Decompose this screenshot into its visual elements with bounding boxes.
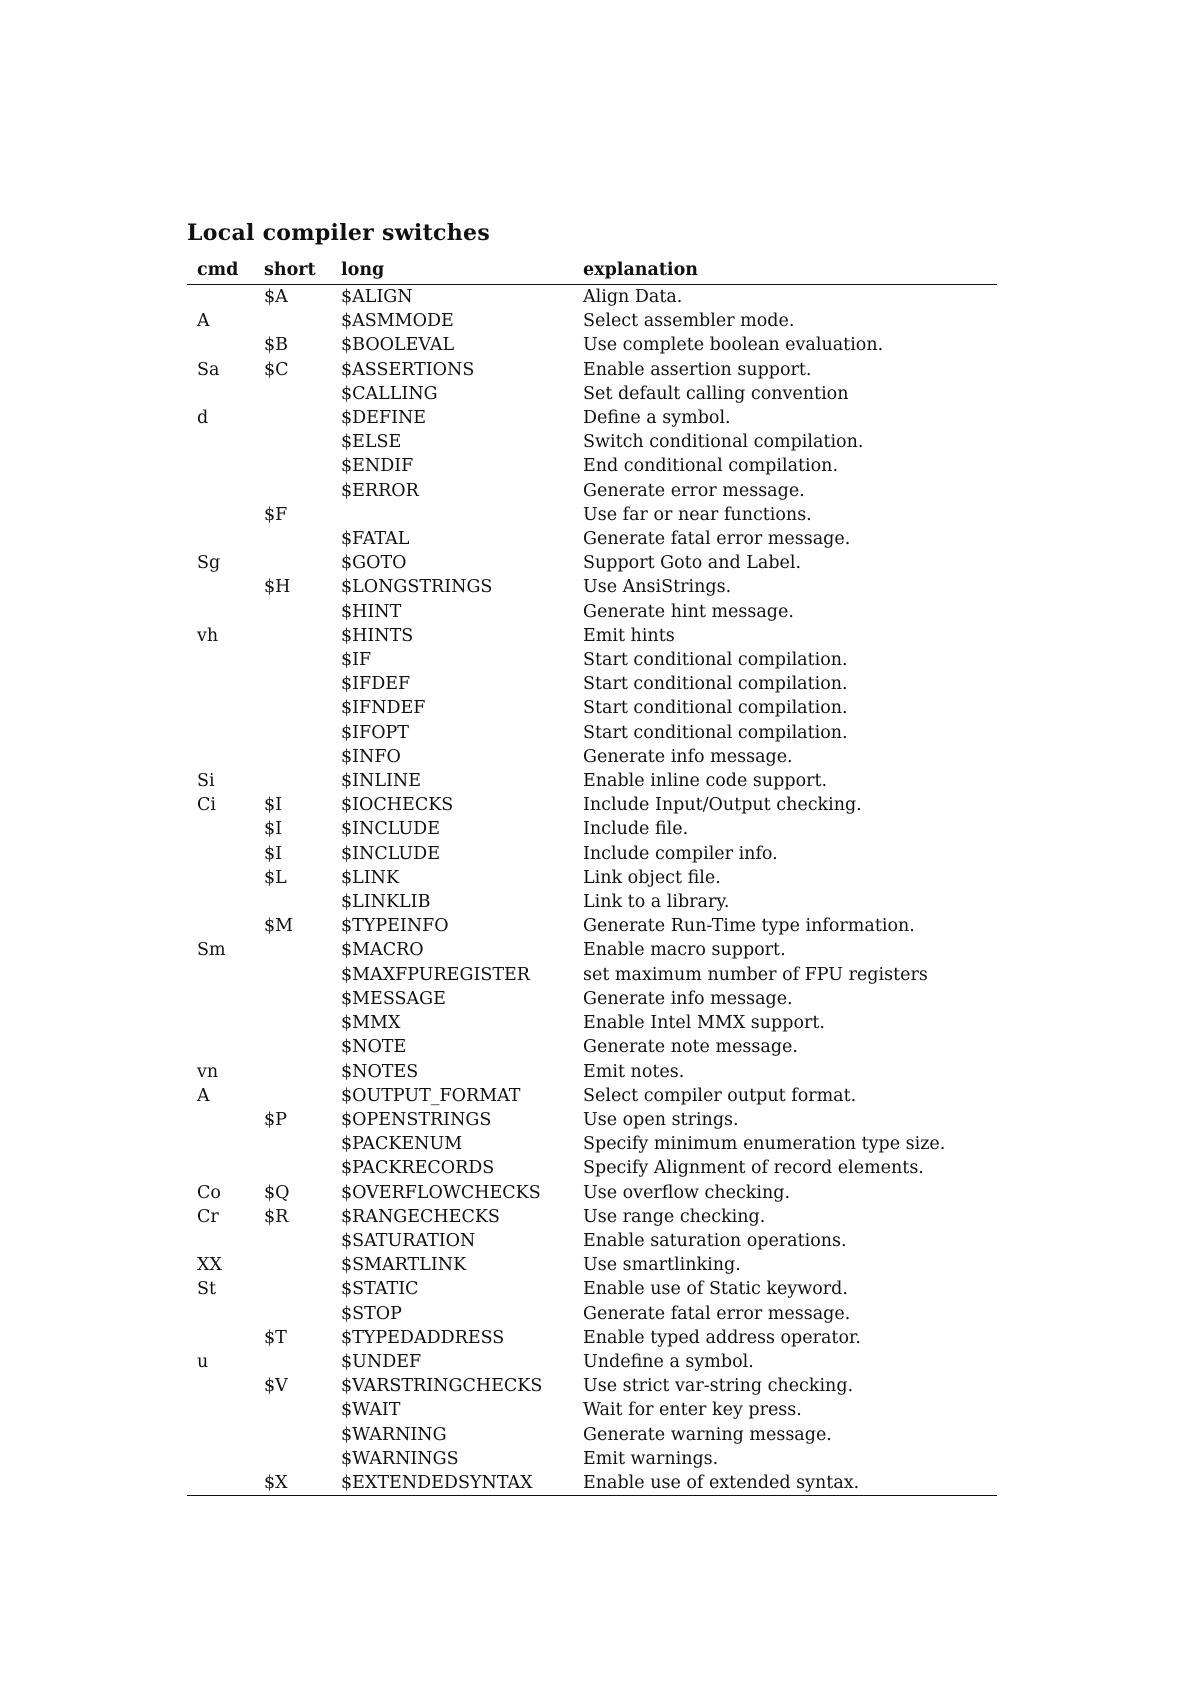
table-row bbox=[187, 914, 997, 938]
table-row bbox=[187, 309, 997, 333]
table-row bbox=[187, 1277, 997, 1301]
cell-long: $ELSE bbox=[341, 432, 402, 453]
cell-long: $VARSTRINGCHECKS bbox=[341, 1376, 543, 1397]
cell-short bbox=[254, 1156, 331, 1180]
table-row bbox=[187, 1035, 997, 1059]
cell-short bbox=[254, 1035, 331, 1059]
header-long: long bbox=[331, 256, 573, 285]
cell-short bbox=[254, 987, 331, 1011]
cell-short bbox=[254, 769, 331, 793]
cell-short bbox=[254, 1447, 331, 1471]
table-row bbox=[187, 333, 997, 357]
cell-long: $RANGECHECKS bbox=[341, 1206, 500, 1227]
table-row bbox=[187, 1302, 997, 1326]
cell-explanation: Enable typed address operator. bbox=[583, 1327, 861, 1348]
table-row bbox=[187, 1447, 997, 1471]
table-row bbox=[187, 1326, 997, 1350]
cell-long: $OUTPUT_FORMAT bbox=[341, 1085, 521, 1106]
cell-short: $P bbox=[264, 1109, 287, 1130]
cell-short bbox=[254, 1011, 331, 1035]
cell-explanation: Generate Run-Time type information. bbox=[583, 916, 915, 937]
cell-explanation: Emit warnings. bbox=[583, 1448, 719, 1469]
cell-cmd bbox=[187, 454, 254, 478]
cell-short bbox=[254, 963, 331, 987]
cell-short bbox=[254, 648, 331, 672]
cell-explanation: Use overflow checking. bbox=[583, 1182, 791, 1203]
table-row bbox=[187, 600, 997, 624]
cell-long: $ASSERTIONS bbox=[341, 359, 475, 380]
cell-explanation: Use smartlinking. bbox=[583, 1255, 741, 1276]
cell-short bbox=[254, 309, 331, 333]
table-row bbox=[187, 963, 997, 987]
cell-explanation: Generate fatal error message. bbox=[583, 1303, 851, 1324]
cell-long: $STOP bbox=[341, 1303, 402, 1324]
cell-cmd: Ci bbox=[197, 795, 216, 816]
cell-short bbox=[254, 1084, 331, 1108]
compiler-switches-table bbox=[187, 256, 997, 1496]
header-cmd: cmd bbox=[187, 256, 254, 285]
cell-long: $FATAL bbox=[341, 529, 410, 550]
cell-cmd bbox=[187, 1229, 254, 1253]
table-header-row bbox=[187, 256, 997, 285]
cell-cmd bbox=[187, 696, 254, 720]
cell-long: $LINK bbox=[341, 867, 400, 888]
cell-explanation: End conditional compilation. bbox=[583, 456, 839, 477]
cell-short: $I bbox=[264, 795, 283, 816]
cell-cmd bbox=[187, 333, 254, 357]
cell-explanation: Enable macro support. bbox=[583, 940, 786, 961]
cell-cmd bbox=[187, 1471, 254, 1496]
cell-short: $I bbox=[264, 843, 283, 864]
cell-cmd bbox=[187, 503, 254, 527]
header-explanation: explanation bbox=[573, 256, 997, 285]
header-short: short bbox=[254, 256, 331, 285]
cell-explanation: Enable inline code support. bbox=[583, 771, 828, 792]
cell-long: $SMARTLINK bbox=[341, 1255, 467, 1276]
table-row bbox=[187, 721, 997, 745]
cell-long: $ENDIF bbox=[341, 456, 414, 477]
table-row bbox=[187, 479, 997, 503]
cell-explanation: Enable saturation operations. bbox=[583, 1230, 847, 1251]
cell-short bbox=[254, 624, 331, 648]
cell-cmd bbox=[187, 817, 254, 841]
cell-explanation: Use complete boolean evaluation. bbox=[583, 335, 884, 356]
cell-explanation: Generate hint message. bbox=[583, 601, 794, 622]
cell-cmd bbox=[187, 527, 254, 551]
cell-explanation: Generate note message. bbox=[583, 1037, 798, 1058]
table-row bbox=[187, 285, 997, 310]
cell-explanation: Emit notes. bbox=[583, 1061, 685, 1082]
cell-explanation: Enable use of Static keyword. bbox=[583, 1279, 848, 1300]
cell-cmd bbox=[187, 914, 254, 938]
cell-cmd bbox=[187, 382, 254, 406]
cell-long: $EXTENDEDSYNTAX bbox=[331, 1471, 573, 1496]
cell-explanation: Generate info message. bbox=[583, 746, 793, 767]
cell-cmd bbox=[187, 987, 254, 1011]
table-row bbox=[187, 1060, 997, 1084]
cell-cmd bbox=[187, 1398, 254, 1422]
table-row bbox=[187, 527, 997, 551]
cell-cmd: A bbox=[197, 1085, 210, 1106]
table-row bbox=[187, 938, 997, 962]
cell-long: $GOTO bbox=[341, 553, 407, 574]
table-row bbox=[187, 817, 997, 841]
cell-explanation: Link object file. bbox=[583, 867, 721, 888]
table-row bbox=[187, 382, 997, 406]
cell-cmd bbox=[187, 430, 254, 454]
cell-short: $A bbox=[264, 287, 288, 307]
cell-long: $NOTE bbox=[341, 1037, 407, 1058]
cell-short bbox=[254, 479, 331, 503]
cell-short: $I bbox=[264, 819, 283, 840]
cell-short bbox=[254, 551, 331, 575]
cell-long: $ERROR bbox=[341, 480, 419, 501]
cell-cmd: Sa bbox=[197, 359, 220, 380]
cell-explanation: Enable assertion support. bbox=[583, 359, 812, 380]
cell-long: $STATIC bbox=[341, 1279, 419, 1300]
cell-explanation: Start conditional compilation. bbox=[583, 722, 848, 743]
cell-short bbox=[254, 430, 331, 454]
cell-explanation: Generate fatal error message. bbox=[583, 529, 851, 550]
table-row bbox=[187, 1374, 997, 1398]
cell-cmd bbox=[187, 1035, 254, 1059]
cell-long: $MMX bbox=[341, 1013, 401, 1034]
cell-cmd bbox=[187, 1011, 254, 1035]
cell-explanation: Select assembler mode. bbox=[583, 311, 795, 332]
cell-long: $HINTS bbox=[341, 625, 414, 646]
table-row bbox=[187, 1253, 997, 1277]
cell-explanation: Specify Alignment of record elements. bbox=[583, 1158, 924, 1179]
cell-explanation: Switch conditional compilation. bbox=[583, 432, 864, 453]
cell-cmd bbox=[187, 285, 254, 310]
table-row bbox=[187, 696, 997, 720]
cell-long: $NOTES bbox=[341, 1061, 419, 1082]
cell-short bbox=[254, 672, 331, 696]
cell-cmd: vn bbox=[197, 1061, 219, 1082]
cell-short bbox=[254, 1253, 331, 1277]
cell-short bbox=[254, 696, 331, 720]
cell-long: $MACRO bbox=[341, 940, 424, 961]
cell-long: $BOOLEVAL bbox=[341, 335, 455, 356]
table-row bbox=[187, 551, 997, 575]
cell-cmd: Cr bbox=[197, 1206, 219, 1227]
cell-long: $OPENSTRINGS bbox=[341, 1109, 492, 1130]
cell-long: $WARNING bbox=[341, 1424, 447, 1445]
cell-explanation: Link to a library. bbox=[583, 892, 730, 913]
cell-short bbox=[254, 938, 331, 962]
cell-short bbox=[254, 406, 331, 430]
cell-short: $M bbox=[264, 916, 294, 937]
cell-long: $IOCHECKS bbox=[341, 795, 454, 816]
cell-short bbox=[254, 1350, 331, 1374]
table-row bbox=[187, 1011, 997, 1035]
cell-explanation: Include file. bbox=[583, 819, 689, 840]
cell-cmd: Sg bbox=[197, 553, 221, 574]
cell-short: $T bbox=[264, 1327, 287, 1348]
table-row bbox=[187, 358, 997, 382]
cell-long: $SATURATION bbox=[341, 1230, 476, 1251]
cell-explanation: Wait for enter key press. bbox=[583, 1400, 802, 1421]
table-row bbox=[187, 1108, 997, 1132]
cell-short bbox=[254, 1423, 331, 1447]
cell-explanation: Start conditional compilation. bbox=[583, 674, 848, 695]
cell-explanation: Emit hints bbox=[583, 625, 675, 646]
table-row bbox=[187, 987, 997, 1011]
cell-long: $PACKENUM bbox=[341, 1134, 463, 1155]
section-title: Local compiler switches bbox=[187, 220, 491, 246]
cell-cmd bbox=[187, 648, 254, 672]
cell-short: $R bbox=[264, 1206, 289, 1227]
cell-long: $IFOPT bbox=[341, 722, 409, 743]
cell-cmd bbox=[187, 1447, 254, 1471]
cell-explanation: Set default calling convention bbox=[583, 383, 849, 404]
cell-cmd bbox=[187, 721, 254, 745]
table-row bbox=[187, 503, 997, 527]
cell-cmd bbox=[187, 479, 254, 503]
cell-short: $L bbox=[264, 867, 287, 888]
cell-cmd bbox=[187, 1108, 254, 1132]
table-row bbox=[187, 1205, 997, 1229]
cell-cmd bbox=[187, 890, 254, 914]
table-row bbox=[187, 1181, 997, 1205]
cell-long: $OVERFLOWCHECKS bbox=[341, 1182, 541, 1203]
table-row bbox=[187, 745, 997, 769]
cell-explanation: Select compiler output format. bbox=[583, 1085, 857, 1106]
table-row bbox=[187, 406, 997, 430]
cell-explanation: set maximum number of FPU registers bbox=[583, 964, 928, 985]
cell-short: $Q bbox=[264, 1182, 290, 1203]
cell-long: $PACKRECORDS bbox=[341, 1158, 495, 1179]
cell-cmd bbox=[187, 963, 254, 987]
cell-long: $INCLUDE bbox=[341, 843, 440, 864]
table-row bbox=[187, 1423, 997, 1447]
cell-cmd bbox=[187, 1132, 254, 1156]
cell-explanation: Generate error message. bbox=[583, 480, 805, 501]
cell-long: $LINKLIB bbox=[341, 892, 431, 913]
cell-explanation: Generate info message. bbox=[583, 988, 793, 1009]
cell-long: $MAXFPUREGISTER bbox=[341, 964, 530, 985]
table-row bbox=[187, 454, 997, 478]
cell-explanation: Include compiler info. bbox=[583, 843, 778, 864]
cell-short: $B bbox=[264, 335, 288, 356]
table-row bbox=[187, 793, 997, 817]
table-row bbox=[187, 866, 997, 890]
cell-short bbox=[254, 527, 331, 551]
cell-explanation: Define a symbol. bbox=[583, 408, 731, 429]
cell-explanation: Generate warning message. bbox=[583, 1424, 832, 1445]
table-row bbox=[187, 1156, 997, 1180]
cell-long: $INFO bbox=[341, 746, 401, 767]
table-row bbox=[187, 1084, 997, 1108]
table-row bbox=[187, 1132, 997, 1156]
table-row bbox=[187, 1229, 997, 1253]
table-row bbox=[187, 1471, 997, 1496]
cell-cmd bbox=[187, 1302, 254, 1326]
cell-cmd: Si bbox=[197, 771, 215, 792]
cell-cmd bbox=[187, 842, 254, 866]
cell-cmd bbox=[187, 1156, 254, 1180]
cell-long: $WARNINGS bbox=[341, 1448, 459, 1469]
cell-long: $WAIT bbox=[341, 1400, 401, 1421]
cell-long: $ASMMODE bbox=[341, 311, 454, 332]
cell-long: $TYPEDADDRESS bbox=[341, 1327, 505, 1348]
cell-short: $F bbox=[264, 504, 288, 525]
cell-cmd: Sm bbox=[197, 940, 226, 961]
cell-explanation: Start conditional compilation. bbox=[583, 698, 848, 719]
cell-explanation: Enable use of extended syntax. bbox=[573, 1471, 997, 1496]
cell-short bbox=[254, 1229, 331, 1253]
table-row bbox=[187, 430, 997, 454]
cell-short bbox=[254, 890, 331, 914]
cell-short: $C bbox=[264, 359, 289, 380]
cell-explanation: Align Data. bbox=[583, 287, 683, 307]
cell-long: $CALLING bbox=[341, 383, 438, 404]
table-row bbox=[187, 575, 997, 599]
cell-explanation: Start conditional compilation. bbox=[583, 650, 848, 671]
cell-explanation: Use strict var-string checking. bbox=[583, 1376, 854, 1397]
table-row bbox=[187, 1398, 997, 1422]
cell-cmd bbox=[187, 1374, 254, 1398]
table-row bbox=[187, 648, 997, 672]
cell-long: $IF bbox=[341, 650, 372, 671]
cell-cmd: d bbox=[197, 408, 209, 429]
cell-cmd bbox=[187, 745, 254, 769]
cell-long: $INLINE bbox=[341, 771, 421, 792]
cell-long bbox=[331, 503, 573, 527]
cell-explanation: Undefine a symbol. bbox=[583, 1351, 754, 1372]
cell-short: $X bbox=[254, 1471, 331, 1496]
table-body bbox=[187, 285, 997, 1496]
cell-cmd: Co bbox=[197, 1182, 221, 1203]
table-row bbox=[187, 672, 997, 696]
cell-long: $HINT bbox=[341, 601, 402, 622]
cell-long: $ALIGN bbox=[341, 287, 413, 307]
table-row bbox=[187, 624, 997, 648]
cell-cmd bbox=[187, 1326, 254, 1350]
cell-short bbox=[254, 721, 331, 745]
cell-long: $LONGSTRINGS bbox=[341, 577, 493, 598]
cell-cmd: XX bbox=[197, 1255, 222, 1276]
table-row bbox=[187, 842, 997, 866]
cell-cmd: A bbox=[197, 311, 210, 332]
cell-long: $UNDEF bbox=[341, 1351, 422, 1372]
cell-explanation: Use AnsiStrings. bbox=[583, 577, 732, 598]
cell-short bbox=[254, 1060, 331, 1084]
cell-short bbox=[254, 1398, 331, 1422]
cell-explanation: Specify minimum enumeration type size. bbox=[583, 1134, 946, 1155]
cell-short bbox=[254, 382, 331, 406]
cell-cmd bbox=[187, 575, 254, 599]
cell-long: $IFDEF bbox=[341, 674, 411, 695]
cell-short bbox=[254, 1132, 331, 1156]
cell-short bbox=[254, 600, 331, 624]
cell-long: $TYPEINFO bbox=[341, 916, 449, 937]
cell-cmd bbox=[187, 600, 254, 624]
cell-short bbox=[254, 1302, 331, 1326]
cell-cmd: St bbox=[197, 1279, 217, 1300]
cell-explanation: Enable Intel MMX support. bbox=[583, 1013, 825, 1034]
cell-short: $H bbox=[264, 577, 291, 598]
cell-long: $MESSAGE bbox=[341, 988, 446, 1009]
cell-long: $DEFINE bbox=[341, 408, 427, 429]
cell-long: $IFNDEF bbox=[341, 698, 426, 719]
cell-long: $INCLUDE bbox=[341, 819, 440, 840]
cell-explanation: Support Goto and Label. bbox=[583, 553, 802, 574]
cell-explanation: Include Input/Output checking. bbox=[583, 795, 862, 816]
table-row bbox=[187, 1350, 997, 1374]
table-row bbox=[187, 769, 997, 793]
cell-cmd: u bbox=[197, 1351, 209, 1372]
cell-cmd bbox=[187, 1423, 254, 1447]
cell-cmd: vh bbox=[197, 625, 219, 646]
cell-short bbox=[254, 1277, 331, 1301]
cell-cmd bbox=[187, 866, 254, 890]
cell-short bbox=[254, 454, 331, 478]
cell-explanation: Use open strings. bbox=[583, 1109, 739, 1130]
cell-short: $V bbox=[264, 1376, 288, 1397]
cell-short bbox=[254, 745, 331, 769]
cell-explanation: Use far or near functions. bbox=[583, 504, 812, 525]
cell-cmd bbox=[187, 672, 254, 696]
cell-explanation: Use range checking. bbox=[583, 1206, 766, 1227]
table-row bbox=[187, 890, 997, 914]
